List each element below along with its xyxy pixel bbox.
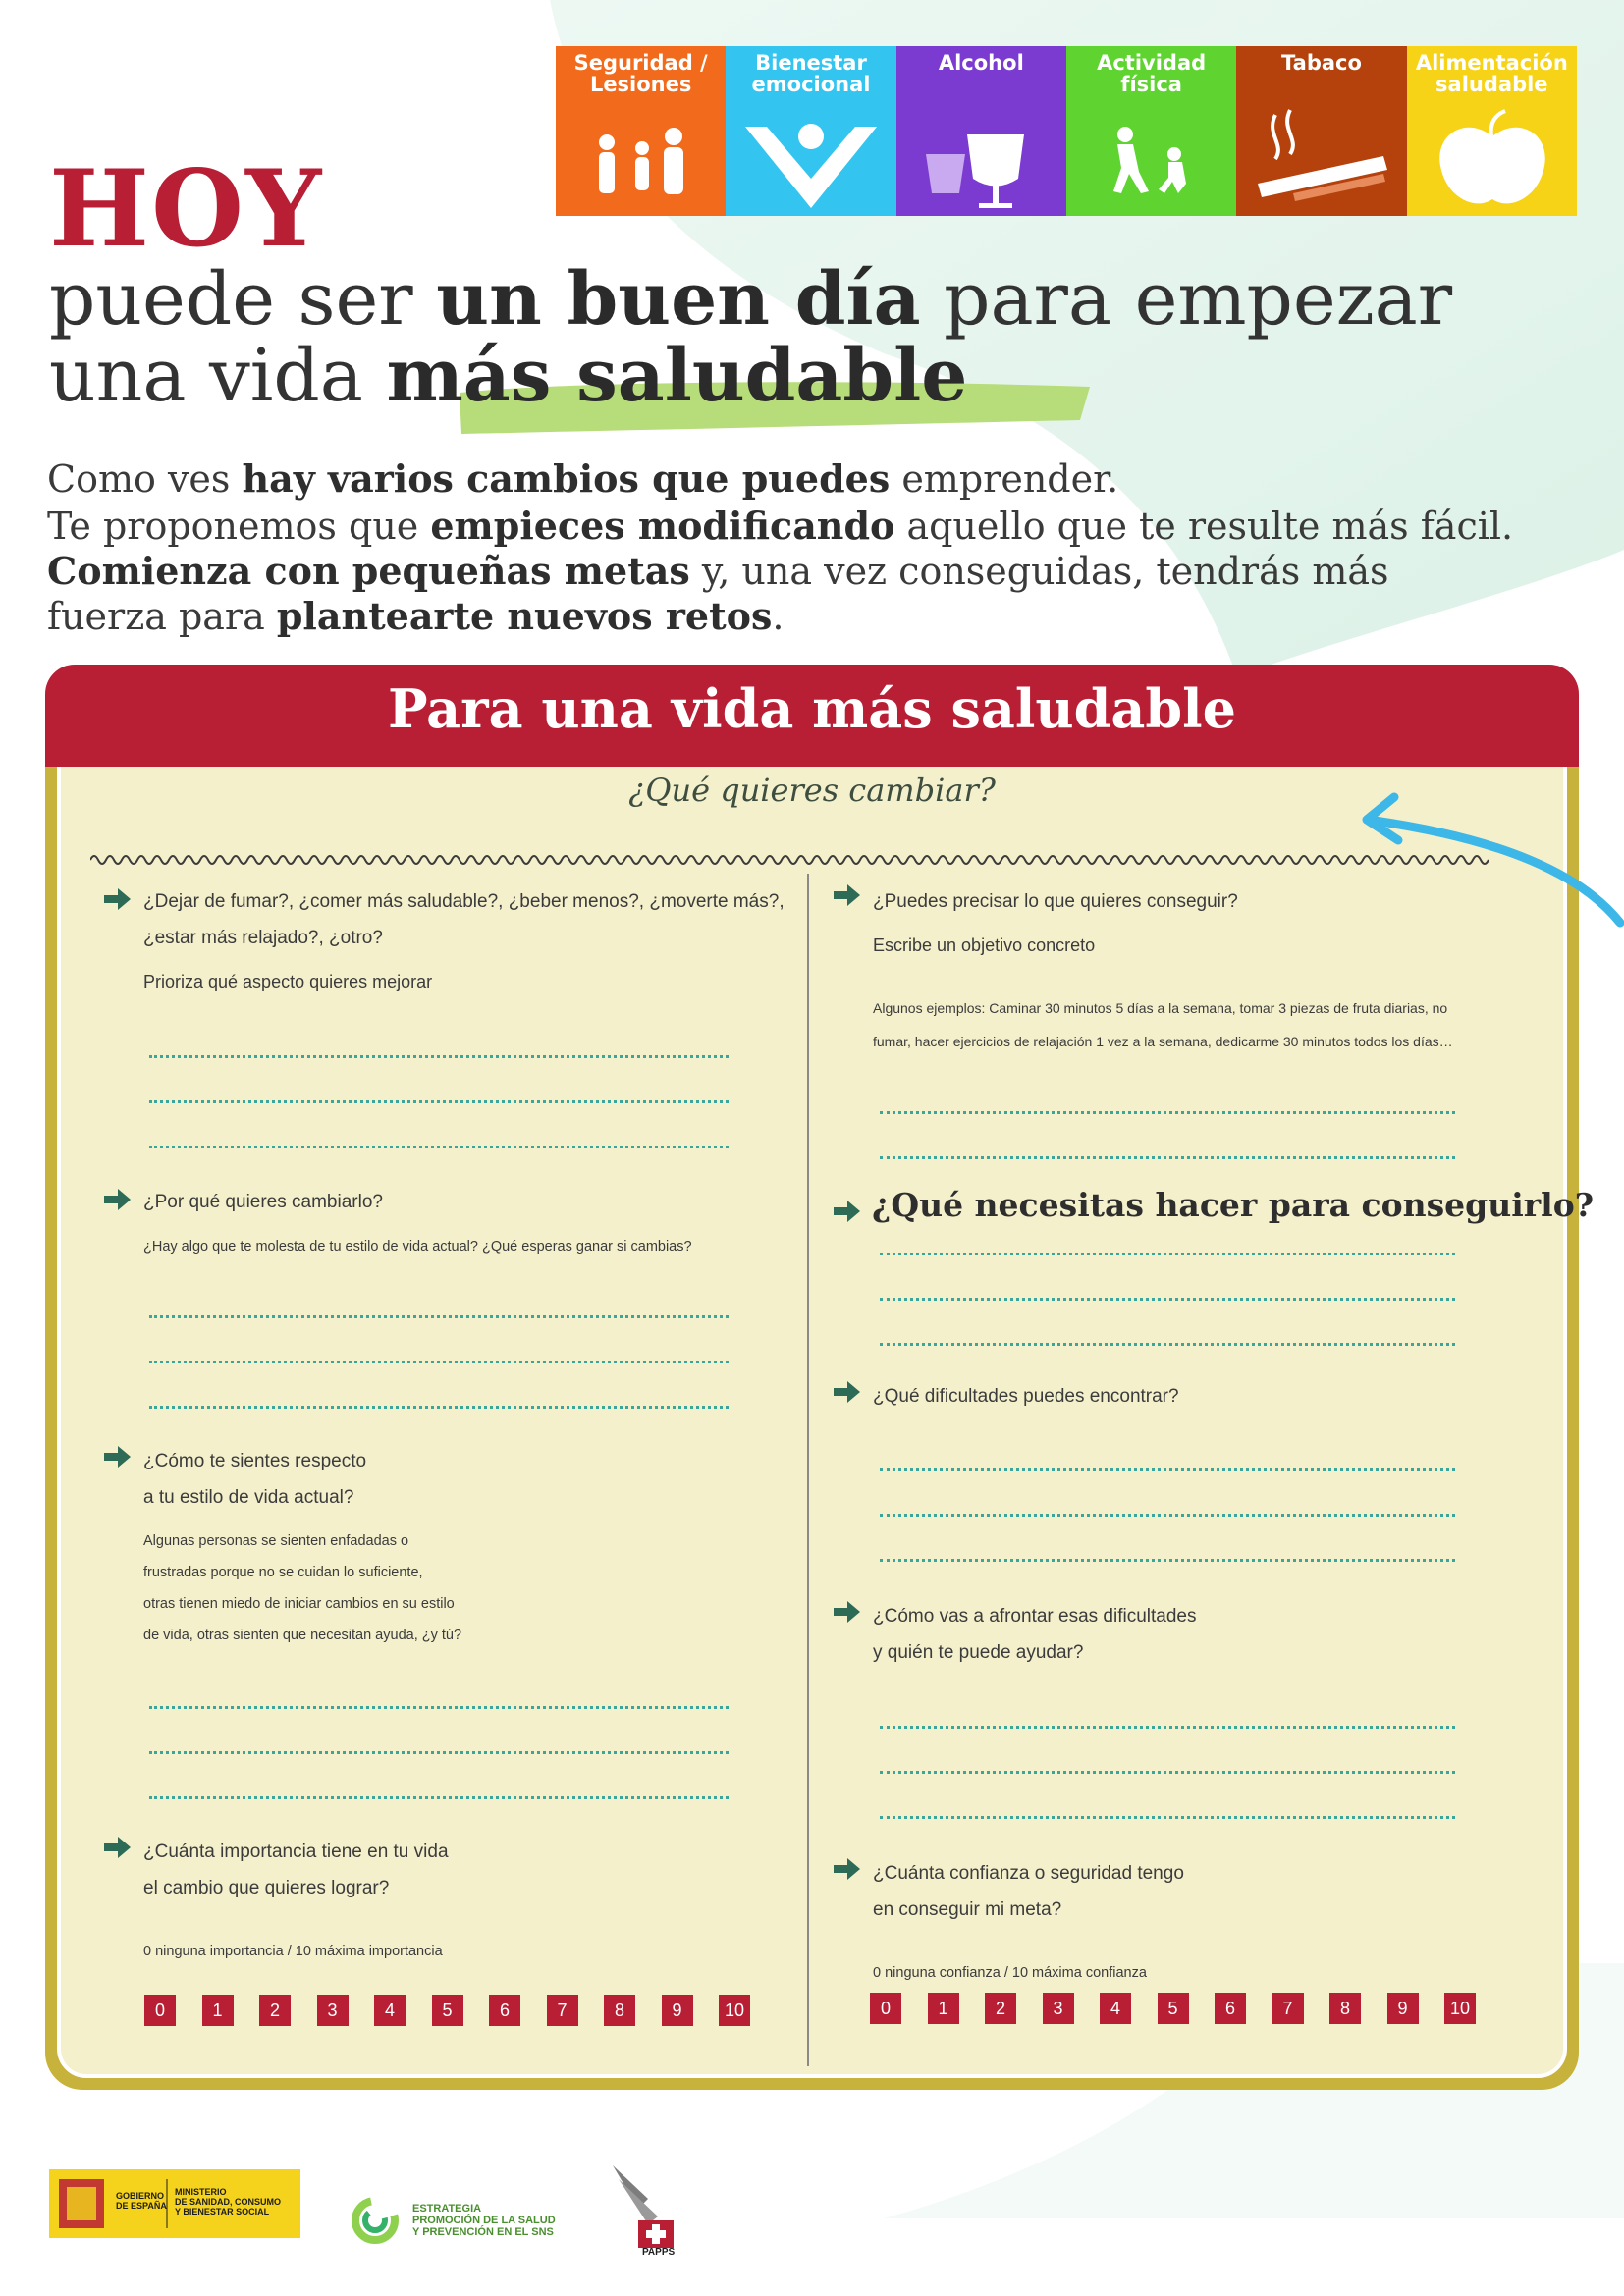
scale-option[interactable]: 1 [202,1995,234,2026]
ministerio-text: MINISTERIO DE SANIDAD, CONSUMO Y BIENESTAR SOCIAL [175,2187,282,2216]
papps-logo [609,2160,707,2258]
scale-option[interactable]: 7 [547,1995,578,2026]
answer-line[interactable] [880,1111,1455,1114]
papps-icon [609,2160,697,2258]
arrow-icon [832,1200,861,1223]
answer-line[interactable] [880,1514,1455,1517]
arrow-icon [102,1188,132,1211]
category-tile [1407,46,1577,216]
scale-option[interactable]: 0 [870,1993,901,2024]
category-label: Seguridad / Lesiones [573,51,708,96]
column-divider [807,874,809,2066]
estrategia-line-2: PROMOCIÓN DE LA SALUD [412,2215,556,2226]
category-tile [556,46,726,216]
intro-text: Como ves hay varios cambios que puedes emprender. Te proponemos que empieces modificando aquello que te resulte más fácil. Comienza con pequeñas metas y, una vez conseguidas, tendrás más fuerza para plantearte nuevos retos. [47,456,1514,638]
scale-option[interactable]: 8 [1329,1993,1361,2024]
right-q1-b: Escribe un objetivo concreto [873,935,1096,955]
answer-line[interactable] [149,1406,729,1409]
scale-option[interactable]: 10 [1444,1993,1476,2024]
green-swirl-icon [350,2195,401,2246]
arrow-icon [102,887,132,911]
headline-line-2: una vida más saludable [49,334,968,418]
answer-line[interactable] [149,1751,729,1754]
confidence-scale [870,1993,1502,2024]
arrow-icon [102,1836,132,1859]
category-label: Alimentación saludable [1415,51,1568,96]
answer-line[interactable] [880,1253,1455,1255]
scale-option[interactable]: 9 [1387,1993,1419,2024]
estrategia-line-3: Y PREVENCIÓN EN EL SNS [412,2226,554,2238]
left-q4: ¿Cuánta importancia tiene en tu vida el cambio que quieres lograr? [143,1842,449,1898]
scale-option[interactable]: 3 [317,1995,349,2026]
answer-line[interactable] [149,1796,729,1799]
answer-line[interactable] [880,1726,1455,1729]
scale-option[interactable]: 5 [1158,1993,1189,2024]
answer-line[interactable] [880,1343,1455,1346]
category-tiles [556,46,1577,216]
left-q4-sub: 0 ninguna importancia / 10 máxima importancia [143,1944,443,1959]
left-q3: ¿Cómo te sientes respecto a tu estilo de vida actual? [143,1451,367,1508]
estrategia-logo [350,2195,585,2283]
form-title: Para una vida más saludable [388,677,1236,740]
headline-line-1: puede ser un buen día para empezar [49,257,1453,342]
category-label: Tabaco [1281,51,1362,75]
answer-line[interactable] [880,1468,1455,1471]
headline-hoy: HOY [49,147,324,271]
arrow-icon [832,1380,861,1404]
answer-line[interactable] [880,1816,1455,1819]
gobierno-text: GOBIERNO DE ESPAÑA [116,2191,167,2211]
category-label: Actividad física [1097,51,1207,96]
answer-line[interactable] [880,1771,1455,1774]
right-q5: ¿Cuánta confianza o seguridad tengo en conseguir mi meta? [873,1863,1184,1920]
answer-line[interactable] [880,1559,1455,1562]
category-label: Alcohol [938,51,1024,75]
scale-option[interactable]: 0 [144,1995,176,2026]
scale-option[interactable]: 2 [985,1993,1016,2024]
form-question: ¿Qué quieres cambiar? [628,772,996,809]
scale-option[interactable]: 7 [1272,1993,1304,2024]
left-q1: ¿Dejar de fumar?, ¿comer más saludable?, ¿beber menos?, ¿moverte más?, ¿estar más relajado?, ¿otro? [143,891,785,948]
answer-line[interactable] [149,1361,729,1363]
arrow-icon [832,1600,861,1624]
scale-option[interactable]: 3 [1043,1993,1074,2024]
scale-option[interactable]: 10 [719,1995,750,2026]
right-q2: ¿Qué necesitas hacer para conseguirlo? [872,1186,1595,1224]
answer-line[interactable] [149,1055,729,1058]
answer-line[interactable] [149,1706,729,1709]
answer-line[interactable] [149,1100,729,1103]
right-q4: ¿Cómo vas a afrontar esas dificultades y quién te puede ayudar? [873,1606,1197,1663]
arrow-icon [832,1857,861,1881]
answer-line[interactable] [880,1298,1455,1301]
scale-option[interactable]: 6 [489,1995,520,2026]
answer-line[interactable] [149,1146,729,1148]
scale-option[interactable]: 4 [1100,1993,1131,2024]
scale-option[interactable]: 1 [928,1993,959,2024]
scale-option[interactable]: 4 [374,1995,406,2026]
category-tile [1066,46,1236,216]
right-q5-sub: 0 ninguna confianza / 10 máxima confianza [873,1965,1147,1981]
answer-line[interactable] [880,1156,1455,1159]
estrategia-line-1: ESTRATEGIA [412,2203,482,2215]
right-q1: ¿Puedes precisar lo que quieres conseguir? [873,891,1238,912]
scale-option[interactable]: 9 [662,1995,693,2026]
left-q3-sub: Algunas personas se sienten enfadadas o frustradas porque no se cuidan lo suficiente, otras tienen miedo de iniciar cambios en su estilo de vida, otras sienten que necesitan ayuda, ¿y tú? [143,1533,462,1643]
answer-line[interactable] [149,1315,729,1318]
arrow-icon [832,883,861,907]
scale-option[interactable]: 8 [604,1995,635,2026]
arrow-icon [102,1445,132,1468]
category-tile [1236,46,1406,216]
category-tile [726,46,895,216]
right-q1-sub: Algunos ejemplos: Caminar 30 minutos 5 días a la semana, tomar 3 piezas de fruta diarias, no fumar, hacer ejercicios de relajación 1 vez a la semana, dedicarme 30 minutos todos los días… [873,1000,1453,1049]
scale-option[interactable]: 6 [1215,1993,1246,2024]
footer-logos [49,2169,304,2258]
category-tile [896,46,1066,216]
pointer-arrow-icon [1355,785,1624,942]
left-q1-sub: Prioriza qué aspecto quieres mejorar [143,972,433,991]
papps-text: PAPPS [642,2247,676,2258]
scale-option[interactable]: 5 [432,1995,463,2026]
category-label: Bienestar emocional [751,51,871,96]
left-q2-sub: ¿Hay algo que te molesta de tu estilo de vida actual? ¿Qué esperas ganar si cambias? [143,1239,692,1255]
right-q3: ¿Qué dificultades puedes encontrar? [873,1386,1179,1407]
left-q2: ¿Por qué quieres cambiarlo? [143,1192,383,1212]
scale-option[interactable]: 2 [259,1995,291,2026]
importance-scale [144,1995,777,2026]
